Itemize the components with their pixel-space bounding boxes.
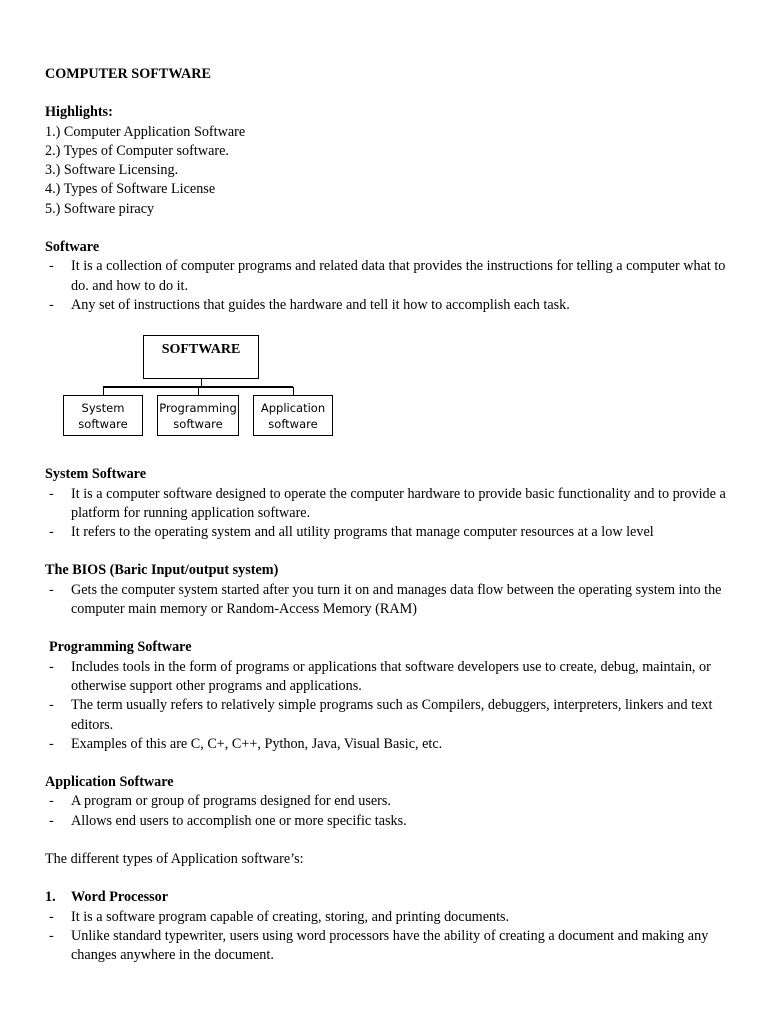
application-software-heading: Application Software xyxy=(45,774,174,791)
document-title: COMPUTER SOFTWARE xyxy=(45,66,211,82)
highlights-list xyxy=(45,123,735,219)
bullet-item: - Includes tools in the form of programs or applications that software developers use to create, debug, maintain, or otherwise support other programs and applications. xyxy=(45,658,735,697)
diagram-programming-software-box: Programming software xyxy=(157,395,239,436)
highlight-item: 5.) Software piracy xyxy=(45,200,155,217)
software-heading: Software xyxy=(45,239,100,256)
diagram-system-software-box: System software xyxy=(63,395,143,436)
word-processor-heading: 1. Word Processor xyxy=(45,888,735,907)
word-processor-bullets xyxy=(45,908,735,966)
bullet-item: - Unlike standard typewriter, users using word processors have the ability of creating a document and making any changes anywhere in the document. xyxy=(45,927,735,966)
highlight-item: 2.) Types of Computer software. xyxy=(45,142,229,159)
software-bullets xyxy=(45,257,735,315)
types-intro-text: The different types of Application software’s: xyxy=(45,851,304,868)
diagram-root-box: SOFTWARE xyxy=(143,335,259,379)
highlight-item: 3.) Software Licensing. xyxy=(45,162,179,179)
bullet-item: - Any set of instructions that guides the hardware and tell it how to accomplish each task. xyxy=(45,296,735,315)
bios-heading: The BIOS (Baric Input/output system) xyxy=(45,562,279,579)
bullet-item: - It is a collection of computer programs and related data that provides the instructions for telling a computer what to do. and how to do it. xyxy=(45,257,735,296)
document-page xyxy=(45,65,735,966)
highlight-item: 1.) Computer Application Software xyxy=(45,123,246,140)
diagram-application-software-box: Application software xyxy=(253,395,333,436)
highlights-heading: Highlights: xyxy=(45,104,113,121)
bullet-item: - It refers to the operating system and all utility programs that manage computer resources at a low level xyxy=(45,523,735,542)
bullet-item: - Allows end users to accomplish one or more specific tasks. xyxy=(45,812,735,831)
programming-software-heading: Programming Software xyxy=(49,639,192,656)
bullet-item: - It is a computer software designed to operate the computer hardware to provide basic functionality and to provide a platform for running application software. xyxy=(45,485,735,524)
bullet-item: - Gets the computer system started after you turn it on and manages data flow between the operating system into the computer main memory or Random-Access Memory (RAM) xyxy=(45,581,735,620)
bullet-item: - It is a software program capable of creating, storing, and printing documents. xyxy=(45,908,735,927)
system-software-bullets xyxy=(45,485,735,543)
bullet-item: - A program or group of programs designed for end users. xyxy=(45,792,735,811)
word-processor-number: 1. xyxy=(45,889,56,906)
bullet-item: - The term usually refers to relatively simple programs such as Compilers, debuggers, interpreters, linkers and text editors. xyxy=(45,696,735,735)
system-software-heading: System Software xyxy=(45,466,147,483)
highlight-item: 4.) Types of Software License xyxy=(45,181,216,198)
software-diagram xyxy=(45,335,345,445)
bios-bullets xyxy=(45,581,735,620)
bullet-item: - Examples of this are C, C+, C++, Python, Java, Visual Basic, etc. xyxy=(45,735,735,754)
programming-software-bullets xyxy=(45,658,735,754)
application-software-bullets xyxy=(45,792,735,831)
